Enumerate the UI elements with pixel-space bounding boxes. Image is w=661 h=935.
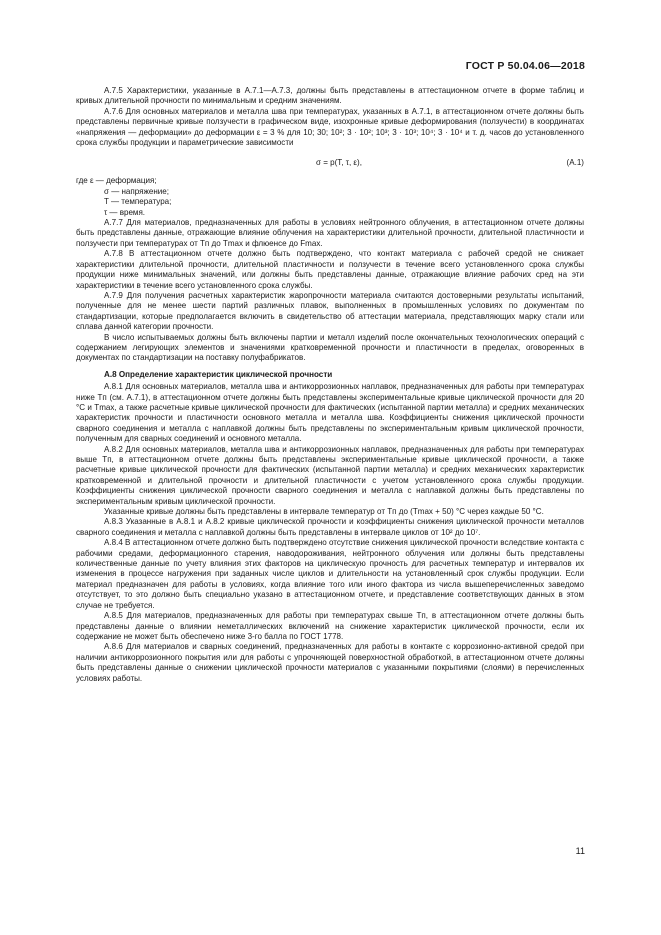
where-tau: τ — время. bbox=[104, 207, 146, 217]
paragraph-a8-2-continued: Указанные кривые должны быть представлены в интервале температур от Tп до (Tmax + 50) °С через каждые 50 °С. bbox=[104, 507, 544, 517]
paragraph-a8-4: А.8.4 В аттестационном отчете должно быть подтверждено отсутствие снижения циклической прочности вследствие контакта с рабочими средами, деформационного старения, наводороживания, нейтронного облучения или должны быть представлены количественные данные по учету влияния этих факторов на циклическую прочность для расчетных температур и интервалов их изменения в процессе нагружения при заданных числе циклов и длительности на установленный срок службы продукции. Если материал предназначен для работы в условиях, когда влияние того или иного фактора из числа вышеперечисленных заведомо отсутствует, то это должно быть специально указано в аттестационном отчете, и представление соответствующих данных в этом случае не требуется. bbox=[76, 538, 584, 610]
where-sigma: σ — напряжение; bbox=[104, 186, 170, 196]
paragraph-a8-3: А.8.3 Указанные в А.8.1 и А.8.2 кривые циклической прочности и коэффициенты снижения циклической прочности металлов сварного соединения и металла с наплавкой должны быть представлены в интервале циклов от 10² до 10⁷. bbox=[76, 517, 584, 537]
formula-number: (А.1) bbox=[566, 158, 584, 168]
paragraph-a8-1: А.8.1 Для основных материалов, металла шва и антикоррозионных наплавок, предназначенных для работы при температурах ниже Tп (см. А.7.1), в аттестационном отчете должны быть представлены экспериментальные кривые циклической прочности для 20 °С и Tmax, а также расчетные кривые циклической прочности для фактических (испытанной партии металла) и средних механических характеристик прочности и пластичности основного металла и металла шва. Коэффициенты снижения циклической прочности сварного соединения и металла с наплавкой должны быть представлены по экспериментальным кривым циклической прочности, полученным для сварных соединений и основного металла. bbox=[76, 382, 584, 444]
where-temperature: T — температура; bbox=[104, 197, 172, 207]
where-intro: где ε — деформация; bbox=[76, 176, 157, 186]
paragraph-a7-9: А.7.9 Для получения расчетных характеристик жаропрочности материала считаются достоверными результаты испытаний, полученные для не менее шести партий различных плавок, выполненных в промышленных условиях по документам по стандартизации, которые предполагается включить в свидетельство об аттестации материала, представляющих марку стали или сплава данной категории прочности. bbox=[76, 290, 584, 332]
paragraph-a7-5: А.7.5 Характеристики, указанные в А.7.1—А.7.3, должны быть представлены в аттестационном отчете в форме таблиц и кривых длительной прочности по минимальным и средним значениям. bbox=[76, 86, 584, 106]
formula-a1 bbox=[76, 152, 584, 176]
paragraph-a8-5: А.8.5 Для материалов, предназначенных для работы при температурах свыше Tп, в аттестационном отчете должны быть представлены данные о влиянии неметаллических включений на снижение характеристик циклической прочности, если их содержание не может быть обеспечено ниже 3-го балла по ГОСТ 1778. bbox=[76, 611, 584, 641]
paragraph-a7-7: А.7.7 Для материалов, предназначенных для работы в условиях нейтронного облучения, в аттестационном отчете должны быть представлены данные, отражающие влияние облучения на характеристики длительной прочности, длительной пластичности и ползучести при температурах от Tп до Tmax и флюенсе до Fmax. bbox=[76, 218, 584, 248]
paragraph-a8-2: А.8.2 Для основных материалов, металла шва и антикоррозионных наплавок, предназначенных для работы при температурах выше Tп, в аттестационном отчете должны быть представлены экспериментальные кривые циклической прочности, а также расчетные кривые циклической прочности для фактических (испытанной партии металла) и средних механических характеристик кратковременной и длительной прочности и длительной пластичности с учетом установленного срока службы продукции. Коэффициенты снижения циклической прочности сварного соединения и металла с наплавкой должны быть представлены по экспериментальным кривым циклической прочности. bbox=[76, 444, 584, 506]
formula-expression: σ = p(T, τ, ε), bbox=[316, 158, 362, 168]
paragraph-a7-9-continued: В число испытываемых должны быть включены партии и металл изделий после окончательных технологических операций с содержанием легирующих элементов и значениями кратковременной прочности и пластичности в пределах, оговоренных в документах по стандартизации на поставку полуфабрикатов. bbox=[76, 332, 584, 363]
page-number: 11 bbox=[575, 846, 585, 856]
section-heading-a8: А.8 Определение характеристик циклической прочности bbox=[104, 369, 333, 379]
paragraph-a8-6: А.8.6 Для материалов и сварных соединений, предназначенных для работы в контакте с коррозионно-активной средой при наличии антикоррозионного покрытия или для работы с упрочняющей поверхностной обработкой, в аттестационном отчете должны быть представлены данные о снижении циклической прочности материалов с указанными покрытиями (слоями) в перечисленных условиях работы. bbox=[76, 642, 584, 683]
document-header: ГОСТ Р 50.04.06—2018 bbox=[465, 60, 585, 72]
paragraph-a7-8: А.7.8 В аттестационном отчете должно быть подтверждено, что контакт материала с рабочей средой не снижает характеристики длительной прочности, длительной пластичности и ползучести в течение всего установленного срока службы продукции ниже минимальных значений, или должны быть представлены данные, отражающие влияние рабочих сред на эти характеристики в течение всего установленного срока службы. bbox=[76, 249, 584, 290]
paragraph-a7-6: А.7.6 Для основных материалов и металла шва при температурах, указанных в А.7.1, в аттестационном отчете должны быть представлены первичные кривые ползучести в графическом виде, изохронные кривые деформирования (ползучести) в координатах «напряжения — деформации» до деформации ε = 3 % для 10; 30; 10²; 3 · 10²; 10³; 3 · 10³; 10⁴; 3 · 10⁴ и т. д. часов до установленного срока службы продукции и параметрические зависимости bbox=[76, 106, 584, 148]
document-body bbox=[76, 86, 584, 684]
